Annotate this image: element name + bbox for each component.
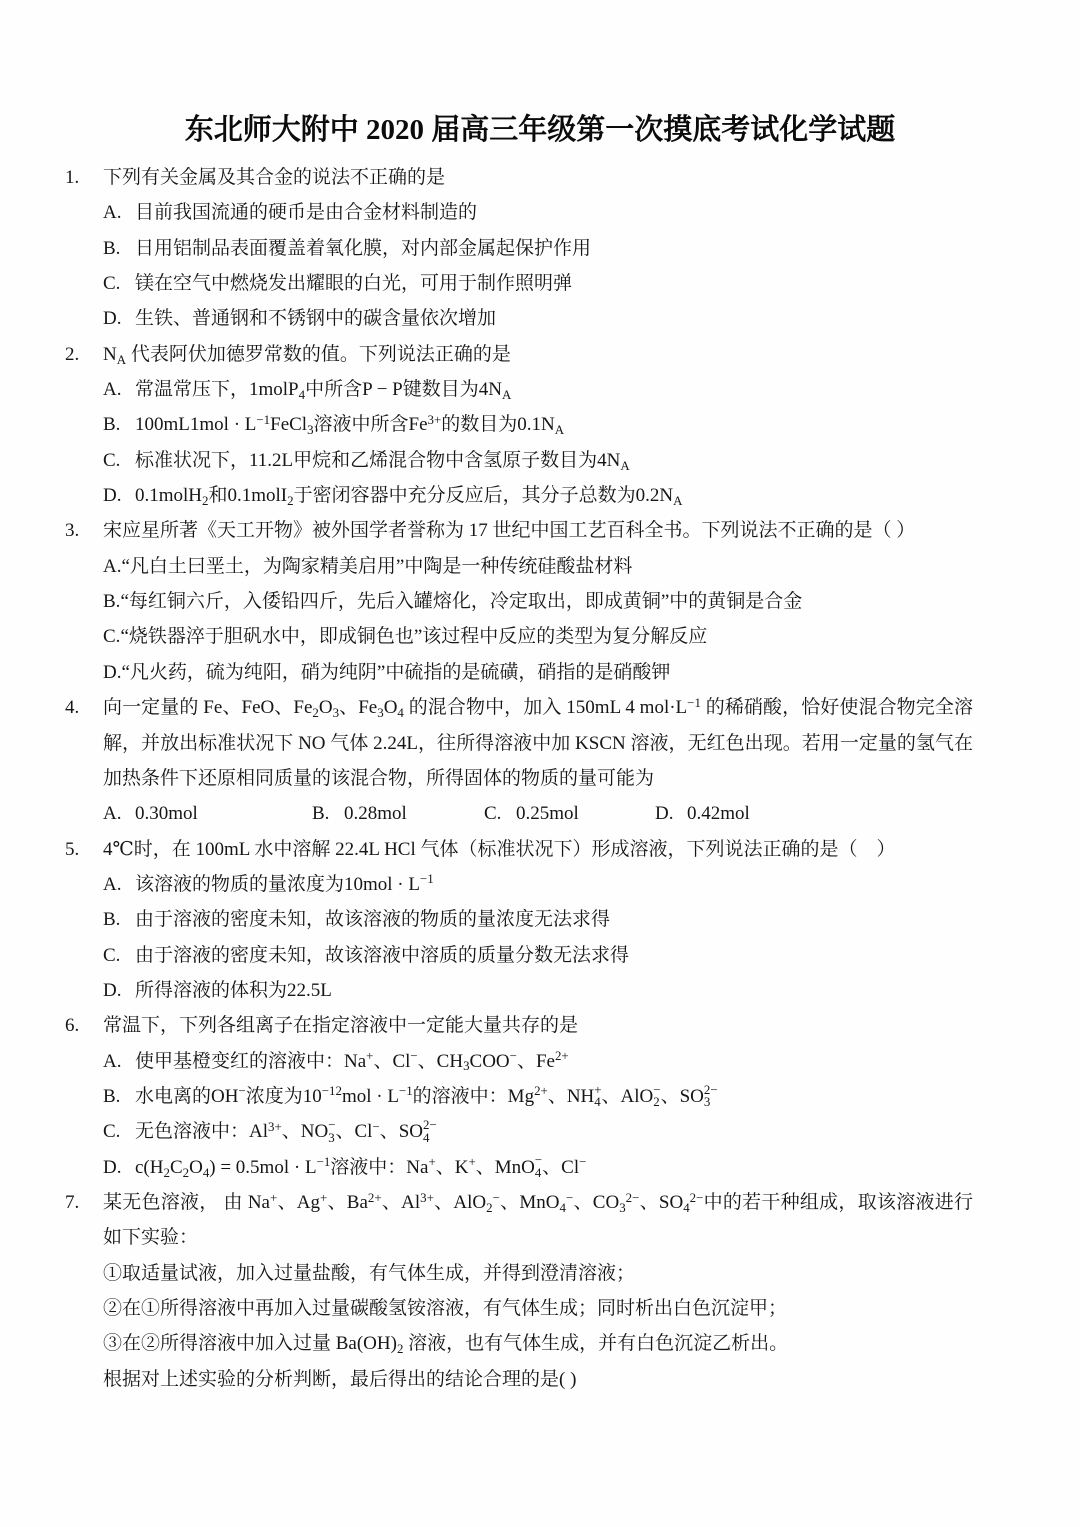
text-run: 0.25mol [516,803,579,825]
option-label: C. [103,273,121,295]
text-run: 、Al [381,1191,421,1213]
superscript: − [579,1154,587,1170]
superscript: − [372,1118,380,1134]
superscript: + [428,1154,436,1170]
option-c [0,266,1080,301]
option-text [135,273,572,294]
superscript: 2+ [367,1189,382,1205]
text-run: 中的若干种组成，取该溶液进行 [703,1191,973,1213]
option-a [103,796,312,831]
text-run: 水电离的OH [135,1085,239,1107]
option-text [135,308,496,329]
text-run: 目前我国流通的硬币是由合金材料制造的 [135,202,478,224]
text-run: 镁在空气中燃烧发出耀眼的白光，可用于制作照明弹 [135,273,573,295]
option-d [0,1150,1080,1185]
question-stem-line [0,337,1080,372]
superscript: 2− [689,1189,704,1205]
question-stem-line [0,1185,973,1220]
option-label: B. [103,591,121,613]
text-run: 溶液，也有气体生成，并有白色沉淀乙析出。 [403,1333,789,1355]
text-run: O [383,697,398,719]
text-run: mol · L [341,1085,399,1107]
text-run: 、NH [547,1085,595,1107]
text-run: 的混合物中，加入 150mL 4 mol·L [403,697,688,719]
option-b [0,584,1080,619]
subscript: 2 [486,1199,493,1215]
option-text [135,871,434,895]
ion-charge-stack [594,1081,602,1110]
option-label: C. [103,944,121,966]
option-text [135,980,332,1001]
superscript: + [320,1189,328,1205]
text-run: 于密闭容器中充分反应后，其分子总数为0.2N [293,485,674,507]
option-text [135,1152,587,1181]
text-run: 、SO [660,1085,704,1107]
option-list [0,372,1080,513]
option-text [121,662,670,683]
text-run: 的稀硝酸，恰好使混合物完全溶 [700,697,973,719]
text-run: 日用铝制品表面覆盖着氧化膜，对内部金属起保护作用 [135,237,592,259]
text-run: 、Ag [277,1191,321,1213]
option-b [0,1079,1080,1114]
option-d [655,796,750,831]
option-a [0,195,1080,230]
superscript: − [534,1152,543,1168]
text-run: 、MnO [499,1191,560,1213]
option-text [135,238,591,259]
text-run: 0.1molH [135,485,203,507]
text-run: 、K [435,1156,469,1178]
option-c [484,796,655,831]
question-number: 1. [65,167,80,188]
superscript: −1 [687,694,701,710]
superscript: 2− [625,1189,640,1205]
subscript: 4 [397,705,404,721]
option-text [135,945,629,966]
text-run: 如下实验： [103,1227,199,1249]
text-run: 4℃时，在 100mL 水中溶解 22.4L HCl 气体（标准状况下）形成溶液，下列说法正确的是（ ） [103,838,896,860]
superscript: − [653,1081,661,1097]
superscript: −1 [256,411,271,427]
text-run: 、Fe [516,1050,555,1072]
question-number: 7. [65,1191,80,1213]
subscript: 4 [559,1199,566,1215]
superscript: 2− [703,1081,718,1097]
superscript: − [238,1083,246,1099]
question-6 [0,1008,1080,1185]
text-run: 的数目为0.1N [441,414,555,436]
question-stem-line [0,1008,1080,1043]
text-run: 根据对上述实验的分析判断，最后得出的结论合理的是( ) [103,1368,577,1390]
text-run: ) = 0.5mol · L [209,1156,317,1178]
superscript: + [269,1189,278,1205]
option-label: D. [103,661,122,683]
option-list [0,796,1080,831]
superscript: 2+ [554,1048,569,1064]
option-text [135,1048,569,1074]
subscript: A [554,422,565,438]
text-run: “凡火药，硫为纯阳，硝为纯阴”中硫指的是硫磺，硝指的是硝酸钾 [121,661,671,683]
text-run: “每红铜六斤，入倭铅四斤，先后入罐熔化，冷定取出，即成黄铜”中的黄铜是合金 [120,591,803,613]
text-run: N [103,343,117,365]
text-run: 、SO [639,1191,684,1213]
option-label: A. [103,803,122,825]
question-stem-line [0,761,1080,796]
option-label: C. [484,803,502,825]
text-run: 0.42mol [687,803,750,825]
text-run: ②在①所得溶液中再加入过量碳酸氢铵溶液，有气体生成；同时析出白色沉淀甲； [103,1298,788,1319]
subscript: 2 [182,1164,190,1180]
question-stem-line [0,1256,1080,1291]
subscript: 3 [332,705,340,721]
question-stem-line [0,726,973,761]
option-label: C. [103,449,121,471]
text-run: 向一定量的 Fe、FeO、Fe [103,697,313,719]
subscript: A [673,492,683,508]
text-run: 由于溶液的密度未知，故该溶液的物质的量浓度无法求得 [135,909,611,931]
subscript: 3 [307,422,314,438]
subscript: 3 [328,1129,335,1145]
option-text [135,485,682,506]
option-c [0,619,1080,654]
superscript: − [565,1189,574,1205]
option-b [312,796,484,831]
text-run: 标准状况下，11.2L甲烷和乙烯混合物中含氢原子数目为4N [135,449,621,471]
superscript: + [594,1081,602,1097]
option-text [135,909,610,930]
option-label: A. [103,873,122,895]
text-run: 浓度为10 [245,1085,322,1107]
question-7 [0,1185,1080,1397]
text-run: 、MnO [475,1156,535,1178]
text-run: c(H [135,1156,164,1178]
option-b [0,902,1080,937]
text-run: 加热条件下还原相同质量的该混合物，所得固体的物质的量可能为 [103,767,655,789]
subscript: A [116,351,127,367]
option-label: D. [103,485,122,507]
text-run: 溶液中所含Fe [313,414,428,436]
text-run: 代表阿伏加德罗常数的值。下列说法正确的是 [126,343,511,365]
subscript: 3 [463,1058,470,1074]
subscript: 4 [534,1165,542,1181]
option-label: B. [103,1085,121,1107]
question-stem-line [0,1326,1080,1361]
option-text [135,202,477,223]
superscript: 2− [423,1116,437,1132]
text-run: 溶液中：Na [330,1156,429,1178]
option-label: A. [103,379,122,401]
subscript: A [501,386,512,402]
option-text [121,556,632,577]
text-run: 和0.1molI [208,485,288,507]
superscript: 3+ [427,411,442,427]
text-run: 无色溶液中：Al [135,1121,269,1143]
option-text [135,1081,718,1110]
text-run: O [189,1156,203,1178]
subscript: 2 [396,1341,404,1357]
subscript: 2 [163,1164,170,1180]
superscript: + [468,1154,476,1170]
question-number: 3. [65,520,80,542]
text-run: 生铁、普通钢和不锈钢中的碳含量依次增加 [135,308,497,330]
option-d [0,973,1080,1008]
question-stem-line [0,513,1080,548]
option-text [135,1116,437,1145]
subscript: 3 [619,1199,626,1215]
ion-charge-stack [423,1116,437,1145]
subscript: 3 [703,1094,711,1110]
option-a [0,867,1080,902]
option-list [0,867,1080,1008]
option-label: A. [103,1050,122,1072]
question-4 [0,690,1080,831]
text-run: 、Fe [339,697,378,719]
question-stem-line [0,832,1080,867]
subscript: 2 [312,705,319,721]
text-run: 0.30mol [135,803,198,825]
option-c [0,938,1080,973]
superscript: − [410,1048,418,1064]
option-text [135,379,511,400]
question-2 [0,337,1080,514]
superscript: −1 [398,1083,413,1099]
text-run: COO [469,1050,510,1072]
text-run: C [169,1156,183,1178]
question-number: 2. [65,343,80,365]
text-run: 、AlO [433,1191,487,1213]
subscript: 4 [594,1094,601,1110]
option-list [0,195,1080,336]
exam-title: 东北师大附中 2020 届高三年级第一次摸底考试化学试题 [184,114,896,146]
option-a [0,372,1080,407]
option-c [0,443,1080,478]
superscript: 2+ [534,1083,548,1099]
subscript: 2 [653,1094,660,1110]
question-number: 6. [65,1015,80,1037]
option-c [0,1114,1080,1149]
text-run: 常温常压下，1molP [135,379,299,401]
option-label: B. [103,414,121,436]
text-run: “凡白土曰垩土，为陶家精美启用”中陶是一种传统硅酸盐材料 [121,555,633,577]
question-number: 5. [65,838,80,860]
subscript: 2 [202,492,209,508]
question-5 [0,832,1080,1009]
option-b [0,231,1080,266]
superscript: − [328,1116,336,1132]
superscript: + [366,1048,374,1064]
text-run: 由于溶液的密度未知，故该溶液中溶质的质量分数无法求得 [135,944,630,966]
question-1 [0,160,1080,337]
text-run: 宋应星所著《天工开物》被外国学者誉称为 17 世纪中国工艺百科全书。下列说法不正确的是（ ） [103,520,916,542]
question-stem-line [0,690,973,725]
question-stem-line [0,160,1080,195]
text-run: O [318,697,333,719]
option-text [135,450,630,471]
question-stem-line [0,1220,1080,1255]
text-run: 、Cl [542,1156,580,1178]
subscript: 4 [683,1199,690,1215]
text-run: 、AlO [601,1085,654,1107]
option-label: B. [312,803,330,825]
question-stem-line [0,1362,1080,1397]
subscript: 4 [298,386,306,402]
option-text [135,411,565,438]
option-text [516,803,579,824]
option-d [0,655,1080,690]
option-label: D. [655,803,674,825]
option-d [0,301,1080,336]
superscript: −1 [420,871,434,887]
superscript: − [492,1189,500,1205]
text-run: 某无色溶液， 由 Na [103,1191,270,1213]
question-number: 4. [65,697,80,719]
text-run: 、CO [573,1191,620,1213]
text-run: 、Cl [335,1121,373,1143]
text-run: 的溶液中：Mg [412,1085,535,1107]
text-run: 、Ba [327,1191,368,1213]
question-3 [0,513,1080,690]
option-label: C. [103,626,121,648]
text-run: ③在②所得溶液中加入过量 Ba(OH) [103,1333,397,1355]
option-label: B. [103,237,121,259]
text-run: 100mL1mol · L [135,414,257,436]
option-label: A. [103,555,122,577]
ion-charge-stack [653,1081,661,1110]
option-list [0,549,1080,690]
option-label: B. [103,909,121,931]
superscript: − [509,1048,517,1064]
superscript: 3+ [268,1118,282,1134]
question-list [0,160,1080,1397]
option-a [0,549,1080,584]
option-text [344,803,407,824]
superscript: −1 [316,1154,331,1170]
subscript: 3 [377,705,384,721]
text-run: FeCl [270,414,308,436]
subscript: A [620,457,630,473]
option-label: D. [103,979,122,1001]
text-run: 、Cl [373,1050,411,1072]
option-list [0,1044,1080,1185]
text-run: 所得溶液的体积为22.5L [135,979,332,1001]
text-run: 0.28mol [344,803,407,825]
text-run: 使甲基橙变红的溶液中：Na [135,1050,367,1072]
option-a [0,1044,1080,1079]
subscript: 4 [423,1129,430,1145]
option-b [0,407,1080,442]
superscript: −12 [321,1083,342,1099]
option-label: D. [103,308,122,330]
option-label: C. [103,1121,121,1143]
text-run: 常温下，下列各组离子在指定溶液中一定能大量共存的是 [103,1015,579,1037]
option-text [135,803,198,824]
option-text [687,803,750,824]
option-label: D. [103,1156,122,1178]
ion-charge-stack [703,1081,718,1110]
option-label: A. [103,202,122,224]
text-run: 、SO [379,1121,424,1143]
text-run: 中所含P − P键数目为4N [305,379,502,401]
text-run: 该溶液的物质的量浓度为10mol · L [135,873,420,895]
superscript: 3+ [420,1189,434,1205]
text-run: 解，并放出标准状况下 NO 气体 2.24L，往所得溶液中加 KSCN 溶液，无红色出现。若用一定量的氢气在 [103,732,973,754]
option-text [120,626,707,647]
subscript: 4 [202,1164,210,1180]
option-text [120,591,802,612]
text-run: “烧铁器淬于胆矾水中，即成铜色也”该过程中反应的类型为复分解反应 [120,626,708,648]
text-run: 、CH [417,1050,464,1072]
option-d [0,478,1080,513]
question-stem-line [0,1291,1080,1326]
text-run: 、NO [281,1121,329,1143]
text-run: ①取适量试液，加入过量盐酸，有气体生成，并得到澄清溶液； [103,1262,636,1284]
subscript: 2 [287,492,294,508]
text-run: 下列有关金属及其合金的说法不正确的是 [103,167,446,188]
